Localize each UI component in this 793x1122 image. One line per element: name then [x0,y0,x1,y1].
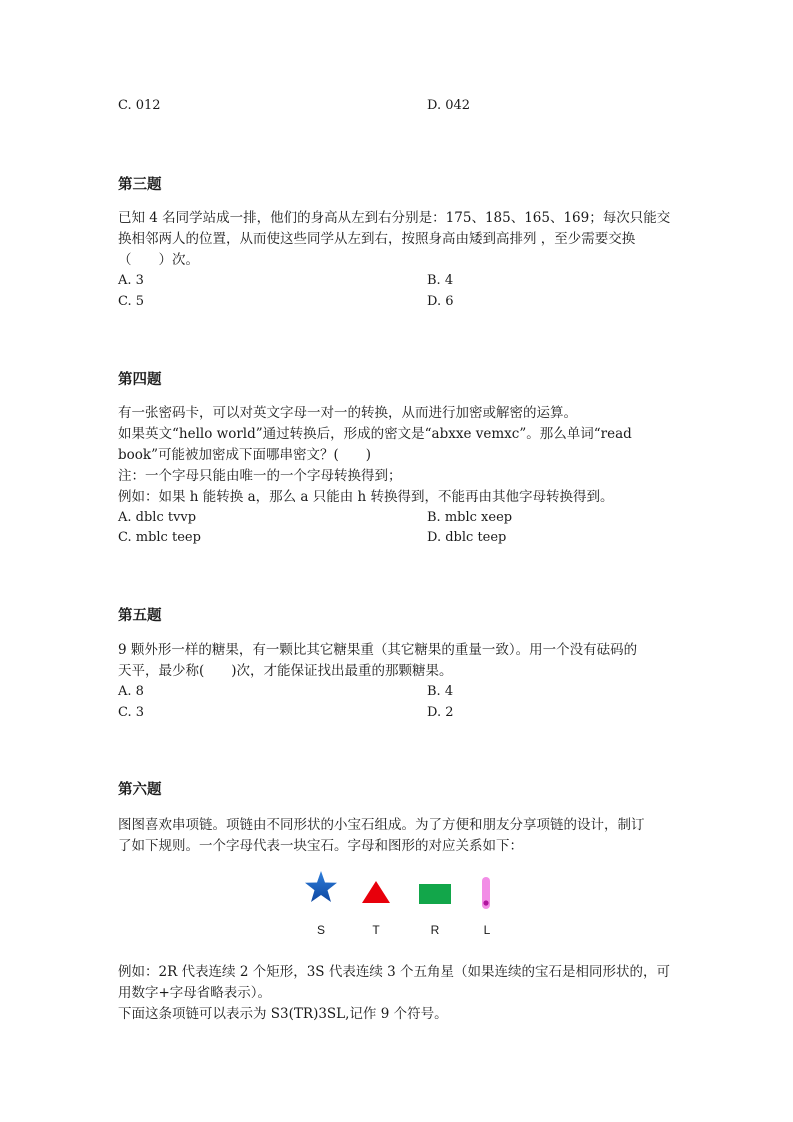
question-5-heading: 第五题 [118,608,162,624]
option-c: C. mblc teep [118,530,201,545]
option-d: D. 042 [427,98,471,113]
question-6-text-line: 了如下规则。一个字母代表一块宝石。字母和图形的对应关系如下： [118,838,523,854]
option-b: B. 4 [427,684,454,699]
question-4-note-line: 注：一个字母只能由唯一的一个字母转换得到； [118,468,402,484]
option-d: D. dblc teep [427,530,507,545]
question-4-heading: 第四题 [118,372,162,388]
question-3-text-line: 换相邻两人的位置，从而使这些同学从左到右，按照身高由矮到高排列 ，至少需要交换 [118,231,636,247]
question-6-example-line: 用数字+字母省略表示）。 [118,985,272,1001]
question-5-text-line: 天平，最少称( )次，才能保证找出最重的那颗糖果。 [118,663,453,679]
shape-label-l: L [483,923,491,937]
option-a: A. 8 [118,684,144,699]
shape-label-t: T [372,923,380,937]
option-b: B. 4 [427,273,454,288]
option-b: B. mblc xeep [427,510,513,525]
star-icon [304,870,338,908]
option-c: C. 3 [118,705,145,720]
option-d: D. 2 [427,705,454,720]
question-4-text-line: book”可能被加密成下面哪串密文？( ) [118,447,372,463]
question-3-heading: 第三题 [118,177,162,193]
question-6-text-line: 图图喜欢串项链。项链由不同形状的小宝石组成。为了方便和朋友分享项链的设计，制订 [118,817,645,833]
rectangle-icon [418,883,452,909]
question-6-text-line: 下面这条项链可以表示为 S3(TR)3SL,记作 9 个符号。 [118,1006,448,1022]
option-a: A. 3 [118,273,144,288]
option-c: C. 5 [118,294,145,309]
question-5-text-line: 9 颗外形一样的糖果，有一颗比其它糖果重（其它糖果的重量一致）。用一个没有砝码的 [118,642,638,658]
question-3-text-line: （ ）次。 [118,252,199,268]
question-6-heading: 第六题 [118,782,162,798]
option-c: C. 012 [118,98,161,113]
option-d: D. 6 [427,294,454,309]
shape-label-s: S [316,923,325,937]
question-6-example-line: 例如：2R 代表连续 2 个矩形，3S 代表连续 3 个五角星（如果连续的宝石是相同形状的，可 [118,964,671,980]
question-3-text-line: 已知 4 名同学站成一排，他们的身高从左到右分别是：175、185、165、169；每次只能交 [118,210,671,226]
question-4-text-line: 有一张密码卡，可以对英文字母一对一的转换，从而进行加密或解密的运算。 [118,405,577,421]
shape-label-r: R [430,923,440,937]
question-4-example-line: 例如：如果 h 能转换 a，那么 a 只能由 h 转换得到，不能再由其他字母转换得到。 [118,489,614,505]
question-4-text-line: 如果英文“hello world”通过转换后，形成的密文是“abxxe vemxc”。那么单词“read [118,426,632,442]
option-a: A. dblc tvvp [118,510,197,525]
triangle-icon [361,880,391,908]
capsule-icon [479,876,493,914]
